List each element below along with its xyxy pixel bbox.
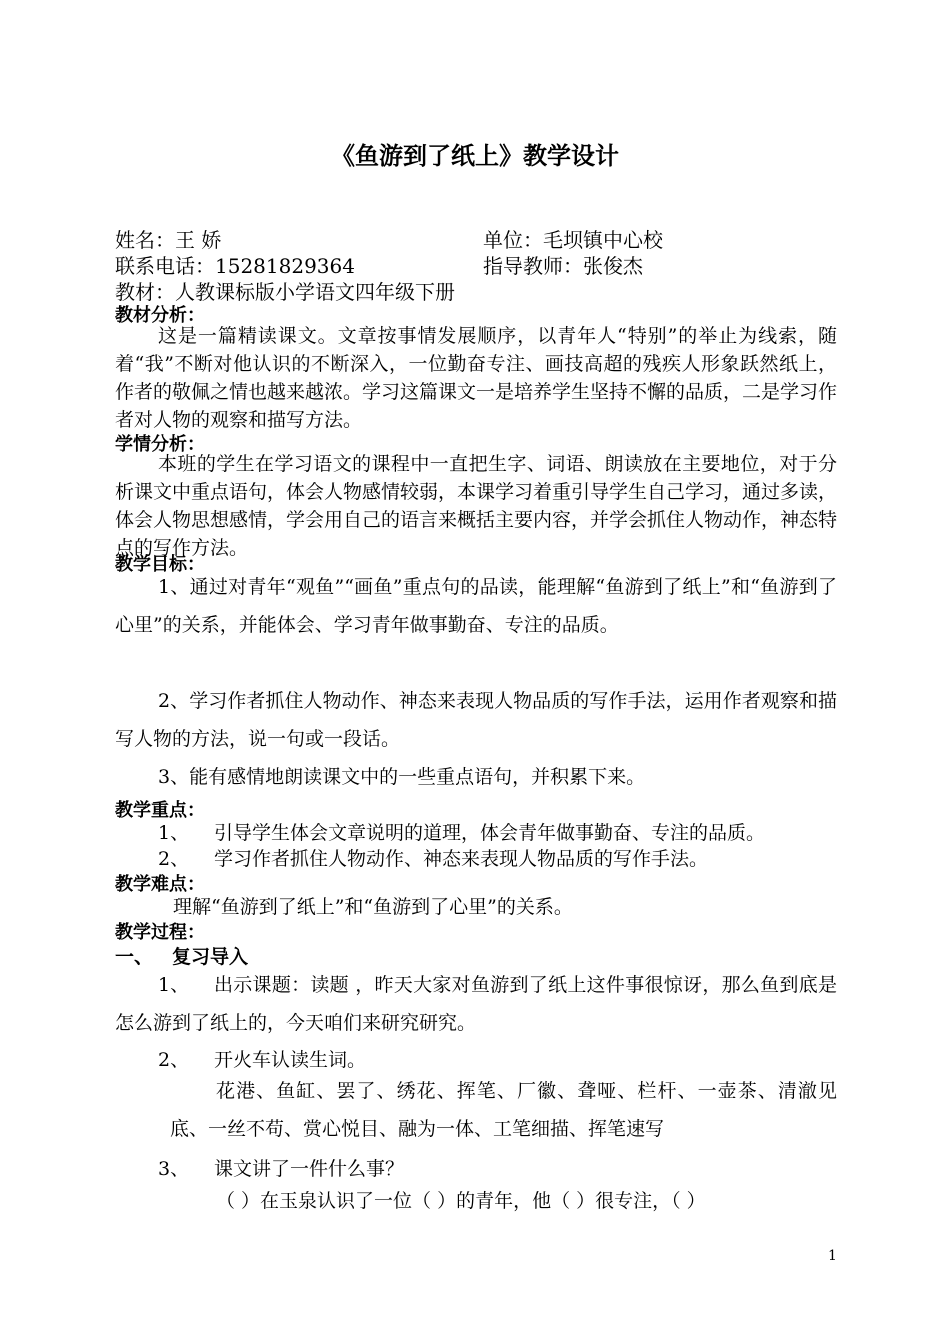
item-1-number: 1、: [158, 974, 190, 996]
item-3-number: 3、: [158, 1158, 190, 1180]
item-2-text: 开火车认读生词。: [214, 1049, 367, 1071]
fill-in-blank: （ ）在玉泉认识了一位（ ）的青年，他（ ）很专注，（ ）: [216, 1190, 706, 1212]
key-points-heading: 教学重点：: [115, 800, 205, 821]
page-number: 1: [828, 1248, 837, 1264]
author-name: 姓名：王 娇: [115, 228, 222, 252]
item-2-number: 2、: [158, 1049, 190, 1071]
key-point-1-number: 1、: [158, 822, 190, 844]
step-1-title: 复习导入: [172, 946, 249, 968]
analysis-heading: 教材分析：: [115, 305, 205, 326]
item-3-text: 课文讲了一件什么事？: [214, 1158, 405, 1180]
step-1-number: 一、: [115, 946, 154, 968]
students-heading: 学情分析：: [115, 434, 205, 455]
goal-2: 2、学习作者抓住人物动作、神态来表现人物品质的写作手法，运用作者观察和描写人物的方法，说一句或一段话。: [115, 690, 837, 750]
difficulty-heading: 教学难点：: [115, 874, 205, 895]
process-heading: 教学过程：: [115, 922, 205, 943]
goals-heading: 教学目标：: [115, 554, 205, 575]
goal-1: 1、通过对青年“观鱼”“画鱼”重点句的品读，能理解“鱼游到了纸上”和“鱼游到了心里”的关系，并能体会、学习青年做事勤奋、专注的品质。: [115, 576, 837, 636]
textbook-info: 教材：人教课标版小学语文四年级下册: [115, 280, 455, 304]
students-text: 本班的学生在学习语文的课程中一直把生字、词语、朗读放在主要地位，对于分析课文中重点语句，体会人物感情较弱，本课学习着重引导学生自己学习，通过多读，体会人物思想感情，学会用自己的语言来概括主要内容，并学会抓住人物动作，神态特点的写作方法。: [115, 453, 838, 559]
mentor-name: 指导教师：张俊杰: [483, 254, 643, 278]
item-1-text: 出示课题：读题 ，昨天大家对鱼游到了纸上这件事很惊讶，那么鱼到底是怎么游到了纸上的，今天咱们来研究研究。: [115, 974, 837, 1034]
key-point-2-text: 学习作者抓住人物动作、神态来表现人物品质的写作手法。: [214, 848, 709, 870]
vocabulary-list: 花港、鱼缸、罢了、绣花、挥笔、厂徽、聋哑、栏杆、一壶茶、清澈见底、一丝不苟、赏心悦目、融为一体、工笔细描、挥笔速写: [170, 1080, 837, 1140]
key-point-2-number: 2、: [158, 848, 190, 870]
author-phone: 联系电话：15281829364: [115, 254, 355, 278]
key-point-1-text: 引导学生体会文章说明的道理，体会青年做事勤奋、专注的品质。: [214, 822, 766, 844]
analysis-text: 这是一篇精读课文。文章按事情发展顺序，以青年人“特别”的举止为线索，随着“我”不断对他认识的不断深入，一位勤奋专注、画技高超的残疾人形象跃然纸上，作者的敬佩之情也越来越浓。学习这篇课文一是培养学生坚持不懈的品质，二是学习作者对人物的观察和描写方法。: [115, 325, 838, 431]
goal-3: 3、能有感情地朗读课文中的一些重点语句，并积累下来。: [158, 766, 646, 788]
difficulty-text: 理解“鱼游到了纸上”和“鱼游到了心里”的关系。: [173, 896, 573, 918]
author-unit: 单位：毛坝镇中心校: [483, 228, 663, 252]
doc-title: 《鱼游到了纸上》教学设计: [331, 141, 619, 170]
